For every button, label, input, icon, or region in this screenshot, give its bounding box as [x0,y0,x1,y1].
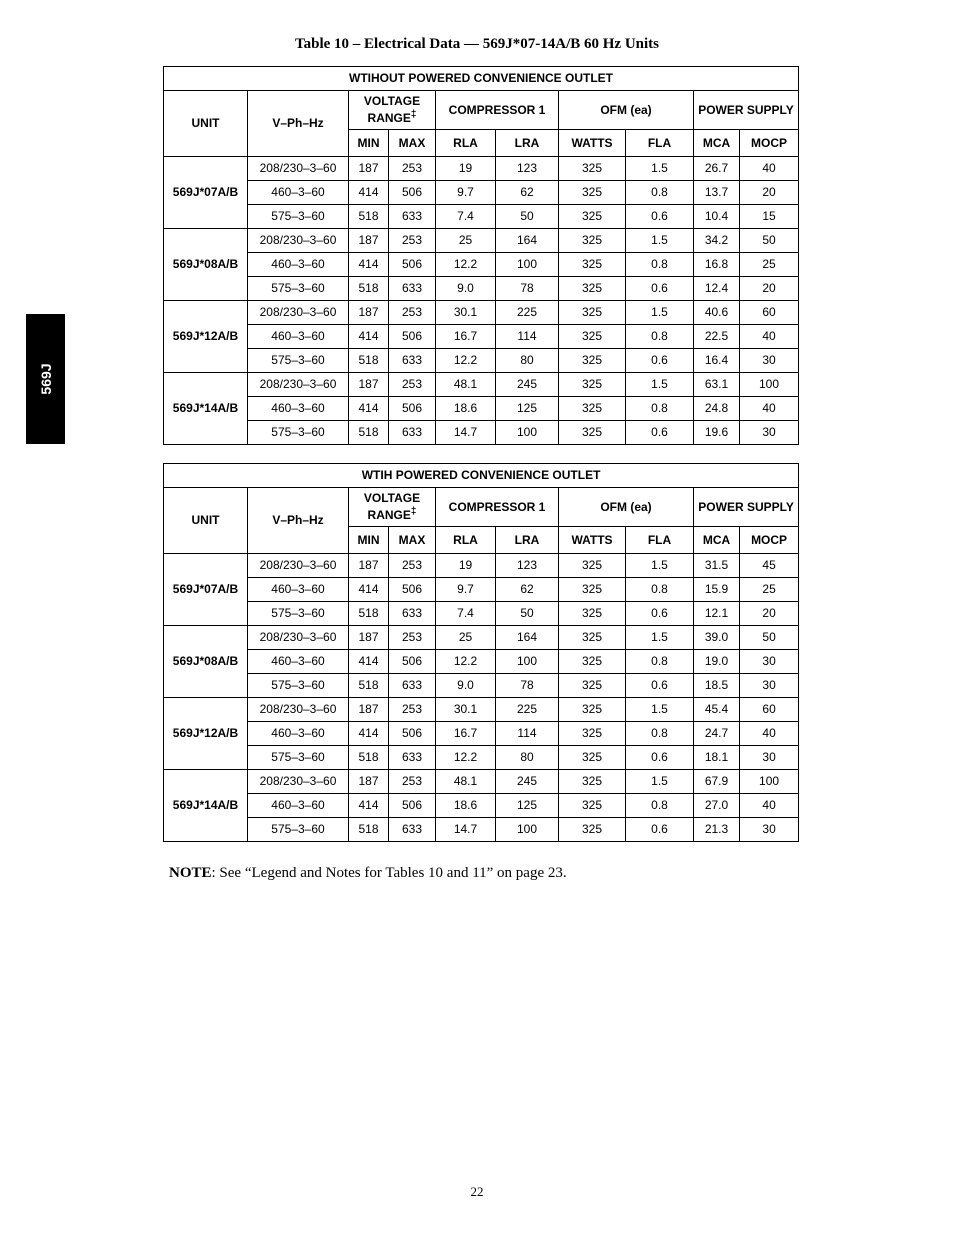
min-cell: 518 [349,674,389,698]
mca-cell: 63.1 [694,373,740,397]
voltage-cell: 460–3–60 [248,722,349,746]
fla-cell: 0.6 [626,205,694,229]
watts-cell: 325 [559,650,626,674]
side-tab [26,314,65,444]
watts-cell: 325 [559,554,626,578]
lra-cell: 114 [496,325,559,349]
header-power-supply: POWER SUPPLY [694,488,799,527]
unit-cell: 569J*08A/B [164,626,248,698]
voltage-cell: 460–3–60 [248,253,349,277]
table-row [164,602,799,626]
unit-cell: 569J*12A/B [164,301,248,373]
mocp-cell: 15 [740,205,799,229]
fla-cell: 1.5 [626,229,694,253]
watts-cell: 325 [559,770,626,794]
page-number: 22 [470,1184,484,1199]
lra-cell: 78 [496,277,559,301]
mca-cell: 16.4 [694,349,740,373]
fla-cell: 1.5 [626,373,694,397]
min-cell: 518 [349,349,389,373]
table-row [164,253,799,277]
header-compressor: COMPRESSOR 1 [436,488,559,527]
table-body [164,554,799,842]
table-row [164,794,799,818]
mocp-cell: 30 [740,421,799,445]
min-cell: 518 [349,205,389,229]
min-cell: 187 [349,626,389,650]
rla-cell: 48.1 [436,770,496,794]
lra-cell: 50 [496,205,559,229]
mca-cell: 12.1 [694,602,740,626]
mca-cell: 16.8 [694,253,740,277]
lra-cell: 50 [496,602,559,626]
max-cell: 633 [389,277,436,301]
min-cell: 414 [349,253,389,277]
voltage-cell: 460–3–60 [248,650,349,674]
lra-cell: 62 [496,181,559,205]
table-caption: WTIH POWERED CONVENIENCE OUTLET [164,464,799,488]
header-voltage-range-label: VOLTAGE RANGE [363,491,421,522]
mca-cell: 67.9 [694,770,740,794]
max-cell: 633 [389,205,436,229]
rla-cell: 7.4 [436,205,496,229]
min-cell: 187 [349,770,389,794]
fla-cell: 0.6 [626,277,694,301]
table-row [164,373,799,397]
watts-cell: 325 [559,229,626,253]
fla-cell: 0.6 [626,349,694,373]
min-cell: 187 [349,373,389,397]
watts-cell: 325 [559,349,626,373]
watts-cell: 325 [559,301,626,325]
max-cell: 506 [389,794,436,818]
rla-cell: 12.2 [436,650,496,674]
watts-cell: 325 [559,722,626,746]
mocp-cell: 20 [740,277,799,301]
header-rla: RLA [436,527,496,554]
header-voltage-range [349,91,436,130]
min-cell: 518 [349,602,389,626]
voltage-cell: 460–3–60 [248,325,349,349]
mca-cell: 34.2 [694,229,740,253]
table-row [164,770,799,794]
voltage-cell: 575–3–60 [248,421,349,445]
mocp-cell: 40 [740,157,799,181]
mca-cell: 26.7 [694,157,740,181]
header-max: MAX [389,130,436,157]
mocp-cell: 20 [740,181,799,205]
unit-cell: 569J*07A/B [164,554,248,626]
mca-cell: 18.5 [694,674,740,698]
header-voltage-range [349,488,436,527]
lra-cell: 80 [496,746,559,770]
min-cell: 414 [349,181,389,205]
table-row [164,698,799,722]
max-cell: 506 [389,722,436,746]
rla-cell: 25 [436,229,496,253]
min-cell: 187 [349,554,389,578]
watts-cell: 325 [559,253,626,277]
fla-cell: 0.8 [626,397,694,421]
mocp-cell: 30 [740,349,799,373]
mocp-cell: 45 [740,554,799,578]
lra-cell: 245 [496,373,559,397]
fla-cell: 1.5 [626,698,694,722]
lra-cell: 78 [496,674,559,698]
header-compressor: COMPRESSOR 1 [436,91,559,130]
rla-cell: 7.4 [436,602,496,626]
max-cell: 506 [389,181,436,205]
watts-cell: 325 [559,181,626,205]
fla-cell: 0.8 [626,650,694,674]
voltage-cell: 575–3–60 [248,349,349,373]
mocp-cell: 30 [740,650,799,674]
side-tab-label: 569J [37,363,54,395]
lra-cell: 164 [496,626,559,650]
unit-cell: 569J*07A/B [164,157,248,229]
header-mocp: MOCP [740,527,799,554]
watts-cell: 325 [559,794,626,818]
rla-cell: 18.6 [436,397,496,421]
table-row [164,421,799,445]
watts-cell: 325 [559,818,626,842]
rla-cell: 9.7 [436,181,496,205]
lra-cell: 164 [496,229,559,253]
rla-cell: 9.7 [436,578,496,602]
rla-cell: 14.7 [436,421,496,445]
max-cell: 253 [389,554,436,578]
max-cell: 253 [389,626,436,650]
header-vphhz: V–Ph–Hz [248,488,349,554]
mocp-cell: 40 [740,325,799,349]
lra-cell: 245 [496,770,559,794]
table-row [164,626,799,650]
header-unit: UNIT [164,91,248,157]
mca-cell: 10.4 [694,205,740,229]
fla-cell: 0.6 [626,674,694,698]
header-unit: UNIT [164,488,248,554]
table-row [164,650,799,674]
header-vphhz: V–Ph–Hz [248,91,349,157]
max-cell: 253 [389,698,436,722]
max-cell: 253 [389,229,436,253]
max-cell: 253 [389,301,436,325]
mocp-cell: 30 [740,818,799,842]
voltage-cell: 208/230–3–60 [248,770,349,794]
min-cell: 414 [349,397,389,421]
mca-cell: 22.5 [694,325,740,349]
mca-cell: 31.5 [694,554,740,578]
rla-cell: 18.6 [436,794,496,818]
table-row [164,301,799,325]
header-watts: WATTS [559,527,626,554]
min-cell: 414 [349,650,389,674]
note-text: : See “Legend and Notes for Tables 10 and 11” on page 23. [211,865,567,881]
table-note [169,865,567,882]
header-mca: MCA [694,527,740,554]
fla-cell: 0.8 [626,578,694,602]
voltage-cell: 460–3–60 [248,181,349,205]
table-body [164,157,799,445]
table-row [164,674,799,698]
voltage-cell: 575–3–60 [248,205,349,229]
mca-cell: 19.0 [694,650,740,674]
table-row [164,157,799,181]
voltage-cell: 575–3–60 [248,602,349,626]
fla-cell: 0.6 [626,421,694,445]
watts-cell: 325 [559,674,626,698]
voltage-cell: 460–3–60 [248,794,349,818]
header-watts: WATTS [559,130,626,157]
max-cell: 633 [389,421,436,445]
mocp-cell: 30 [740,674,799,698]
rla-cell: 25 [436,626,496,650]
watts-cell: 325 [559,373,626,397]
rla-cell: 30.1 [436,301,496,325]
fla-cell: 1.5 [626,554,694,578]
max-cell: 633 [389,674,436,698]
unit-cell: 569J*08A/B [164,229,248,301]
header-lra: LRA [496,527,559,554]
rla-cell: 19 [436,554,496,578]
table-row [164,818,799,842]
min-cell: 414 [349,578,389,602]
fla-cell: 0.6 [626,818,694,842]
mocp-cell: 50 [740,229,799,253]
mocp-cell: 40 [740,794,799,818]
fla-cell: 0.8 [626,722,694,746]
lra-cell: 125 [496,397,559,421]
rla-cell: 16.7 [436,722,496,746]
watts-cell: 325 [559,421,626,445]
max-cell: 633 [389,602,436,626]
voltage-cell: 208/230–3–60 [248,373,349,397]
lra-cell: 62 [496,578,559,602]
header-max: MAX [389,527,436,554]
mocp-cell: 60 [740,698,799,722]
lra-cell: 225 [496,301,559,325]
watts-cell: 325 [559,602,626,626]
watts-cell: 325 [559,698,626,722]
lra-cell: 123 [496,554,559,578]
header-lra: LRA [496,130,559,157]
table-row [164,325,799,349]
min-cell: 414 [349,722,389,746]
table-row [164,746,799,770]
mocp-cell: 30 [740,746,799,770]
voltage-cell: 460–3–60 [248,578,349,602]
max-cell: 633 [389,746,436,770]
min-cell: 518 [349,421,389,445]
mocp-cell: 50 [740,626,799,650]
header-fla: FLA [626,130,694,157]
header-power-supply: POWER SUPPLY [694,91,799,130]
mca-cell: 13.7 [694,181,740,205]
voltage-cell: 575–3–60 [248,277,349,301]
page-title: Table 10 – Electrical Data — 569J*07-14A/B 60 Hz Units [294,36,659,52]
header-mca: MCA [694,130,740,157]
header-ofm: OFM (ea) [559,488,694,527]
voltage-cell: 208/230–3–60 [248,626,349,650]
min-cell: 187 [349,229,389,253]
lra-cell: 100 [496,421,559,445]
header-voltage-range-mark: ‡ [410,109,417,120]
watts-cell: 325 [559,397,626,421]
table-row [164,722,799,746]
max-cell: 506 [389,650,436,674]
max-cell: 253 [389,373,436,397]
min-cell: 414 [349,325,389,349]
fla-cell: 0.8 [626,794,694,818]
max-cell: 633 [389,818,436,842]
watts-cell: 325 [559,277,626,301]
mca-cell: 18.1 [694,746,740,770]
voltage-cell: 575–3–60 [248,818,349,842]
header-voltage-range-mark: ‡ [410,506,417,517]
voltage-cell: 208/230–3–60 [248,157,349,181]
lra-cell: 100 [496,253,559,277]
header-fla: FLA [626,527,694,554]
table-row [164,277,799,301]
rla-cell: 9.0 [436,277,496,301]
max-cell: 506 [389,578,436,602]
header-mocp: MOCP [740,130,799,157]
mca-cell: 45.4 [694,698,740,722]
electrical-table-without-outlet [163,66,799,445]
min-cell: 518 [349,277,389,301]
mca-cell: 19.6 [694,421,740,445]
max-cell: 633 [389,349,436,373]
max-cell: 506 [389,253,436,277]
header-min: MIN [349,527,389,554]
watts-cell: 325 [559,626,626,650]
fla-cell: 0.8 [626,253,694,277]
watts-cell: 325 [559,746,626,770]
rla-cell: 30.1 [436,698,496,722]
mocp-cell: 100 [740,373,799,397]
voltage-cell: 575–3–60 [248,746,349,770]
fla-cell: 0.6 [626,746,694,770]
mocp-cell: 100 [740,770,799,794]
fla-cell: 1.5 [626,626,694,650]
rla-cell: 12.2 [436,253,496,277]
fla-cell: 1.5 [626,157,694,181]
max-cell: 506 [389,325,436,349]
mca-cell: 15.9 [694,578,740,602]
lra-cell: 123 [496,157,559,181]
max-cell: 253 [389,770,436,794]
rla-cell: 9.0 [436,674,496,698]
voltage-cell: 208/230–3–60 [248,698,349,722]
lra-cell: 80 [496,349,559,373]
min-cell: 187 [349,301,389,325]
rla-cell: 48.1 [436,373,496,397]
mca-cell: 24.8 [694,397,740,421]
header-rla: RLA [436,130,496,157]
voltage-cell: 208/230–3–60 [248,229,349,253]
lra-cell: 100 [496,650,559,674]
lra-cell: 114 [496,722,559,746]
table-row [164,554,799,578]
rla-cell: 19 [436,157,496,181]
mocp-cell: 40 [740,722,799,746]
table-row [164,578,799,602]
note-label: NOTE [169,865,212,881]
rla-cell: 14.7 [436,818,496,842]
min-cell: 518 [349,746,389,770]
mca-cell: 21.3 [694,818,740,842]
voltage-cell: 208/230–3–60 [248,554,349,578]
table-caption: WTIHOUT POWERED CONVENIENCE OUTLET [164,67,799,91]
fla-cell: 0.6 [626,602,694,626]
mca-cell: 40.6 [694,301,740,325]
mocp-cell: 60 [740,301,799,325]
electrical-table-with-outlet [163,463,799,842]
min-cell: 187 [349,698,389,722]
mca-cell: 12.4 [694,277,740,301]
lra-cell: 125 [496,794,559,818]
fla-cell: 0.8 [626,181,694,205]
table-row [164,229,799,253]
min-cell: 414 [349,794,389,818]
max-cell: 506 [389,397,436,421]
fla-cell: 1.5 [626,770,694,794]
table-row [164,181,799,205]
mca-cell: 24.7 [694,722,740,746]
rla-cell: 16.7 [436,325,496,349]
fla-cell: 0.8 [626,325,694,349]
voltage-cell: 575–3–60 [248,674,349,698]
watts-cell: 325 [559,205,626,229]
mocp-cell: 40 [740,397,799,421]
rla-cell: 12.2 [436,349,496,373]
unit-cell: 569J*14A/B [164,770,248,842]
header-ofm: OFM (ea) [559,91,694,130]
header-min: MIN [349,130,389,157]
mca-cell: 27.0 [694,794,740,818]
min-cell: 187 [349,157,389,181]
mocp-cell: 20 [740,602,799,626]
voltage-cell: 208/230–3–60 [248,301,349,325]
fla-cell: 1.5 [626,301,694,325]
unit-cell: 569J*12A/B [164,698,248,770]
watts-cell: 325 [559,325,626,349]
max-cell: 253 [389,157,436,181]
mca-cell: 39.0 [694,626,740,650]
table-row [164,205,799,229]
mocp-cell: 25 [740,253,799,277]
mocp-cell: 25 [740,578,799,602]
rla-cell: 12.2 [436,746,496,770]
unit-cell: 569J*14A/B [164,373,248,445]
watts-cell: 325 [559,578,626,602]
lra-cell: 225 [496,698,559,722]
header-voltage-range-label: VOLTAGE RANGE [363,94,421,125]
table-row [164,397,799,421]
watts-cell: 325 [559,157,626,181]
voltage-cell: 460–3–60 [248,397,349,421]
lra-cell: 100 [496,818,559,842]
table-row [164,349,799,373]
min-cell: 518 [349,818,389,842]
